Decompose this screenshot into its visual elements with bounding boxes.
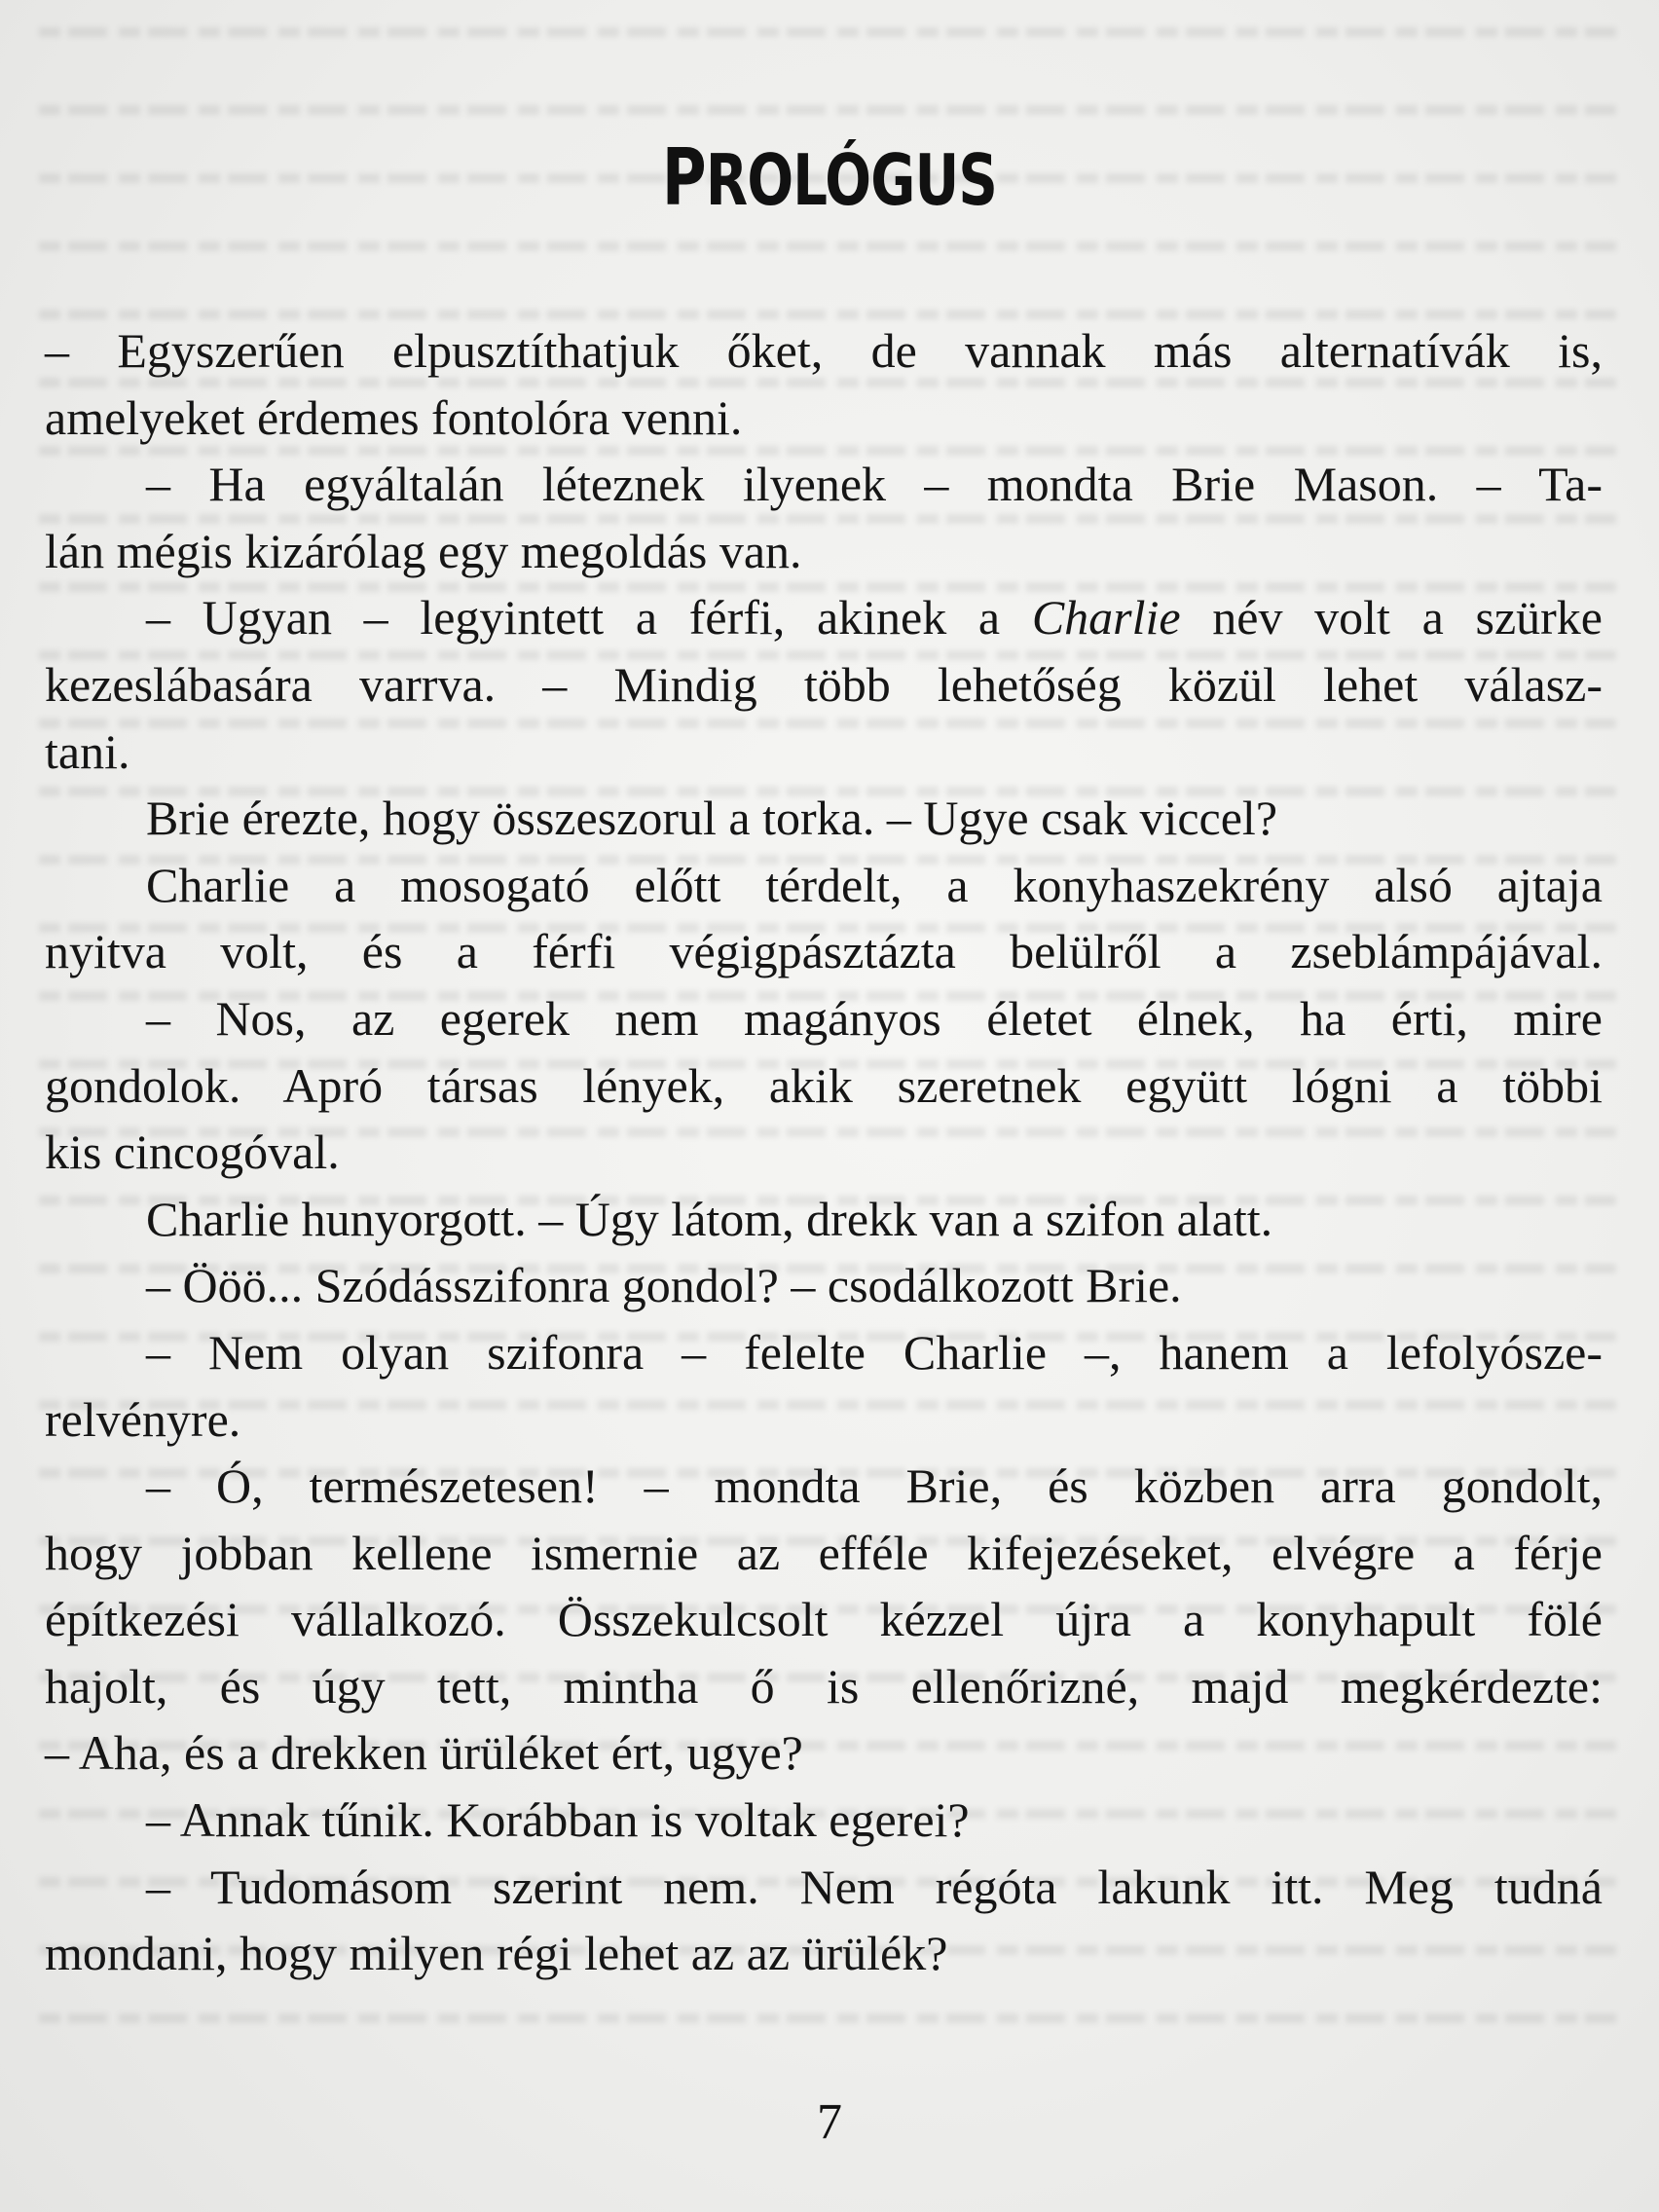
text-line: Brie érezte, hogy összeszorul a torka. – Ugye csak viccel?	[146, 791, 1278, 846]
text-line: – Ha egyáltalán léteznek ilyenek – mondta Brie Mason. – Ta-	[146, 457, 1603, 512]
italic-name: Charlie	[1031, 590, 1181, 645]
text-line: – Nem olyan szifonra – felelte Charlie –, hanem a lefolyósze-	[146, 1324, 1603, 1380]
text-line: hogy jobban kellene ismernie az efféle kifejezéseket, elvégre a férje	[45, 1525, 1603, 1580]
text-line: Charlie a mosogató előtt térdelt, a konyhaszekrény alsó ajtaja	[146, 857, 1603, 912]
text-line: – Ó, természetesen! – mondta Brie, és közben arra gondolt,	[146, 1458, 1603, 1514]
text-line: – Ugyan – legyintett a férfi, akinek a Charlie név volt a szürke	[146, 590, 1603, 645]
text-line: – Ööö... Szódásszifonra gondol? – csodálkozott Brie.	[146, 1258, 1182, 1313]
text-line: gondolok. Apró társas lények, akik szeretnek együtt lógni a többi	[45, 1057, 1603, 1113]
body-text	[45, 317, 1603, 1987]
chapter-title: PROLÓGUS	[661, 132, 998, 224]
text-line: relvényre.	[45, 1391, 241, 1447]
text-line: hajolt, és úgy tett, mintha ő is ellenőrizné, majd megkérdezte:	[45, 1658, 1603, 1714]
text-line: – Nos, az egerek nem magányos életet élnek, ha érti, mire	[146, 990, 1603, 1046]
text-line: nyitva volt, és a férfi végigpásztázta belülről a zseblámpájával.	[45, 924, 1603, 979]
text-line: építkezési vállalkozó. Összekulcsolt kézzel újra a konyhapult fölé	[45, 1592, 1603, 1647]
text-line: mondani, hogy milyen régi lehet az az ürülék?	[45, 1926, 948, 1981]
page-number: 7	[817, 2094, 842, 2150]
text-line: kis cincogóval.	[45, 1124, 340, 1180]
text-line: lán mégis kizárólag egy megoldás van.	[45, 523, 802, 578]
text-line: Charlie hunyorgott. – Úgy látom, drekk van a szifon alatt.	[146, 1191, 1273, 1246]
text-line: tani.	[45, 723, 130, 779]
text-line: kezeslábasára varrva. – Mindig több lehetőség közül lehet válasz-	[45, 656, 1603, 712]
text-line: – Egyszerűen elpusztíthatjuk őket, de vannak más alternatívák is,	[45, 323, 1603, 378]
text-line: – Aha, és a drekken ürüléket ért, ugye?	[45, 1725, 803, 1781]
text-line: amelyeket érdemes fontolóra venni.	[45, 389, 743, 445]
text-line: – Annak tűnik. Korábban is voltak egerei?	[146, 1792, 970, 1848]
text-line: – Tudomásom szerint nem. Nem régóta lakunk itt. Meg tudná	[146, 1859, 1603, 1914]
